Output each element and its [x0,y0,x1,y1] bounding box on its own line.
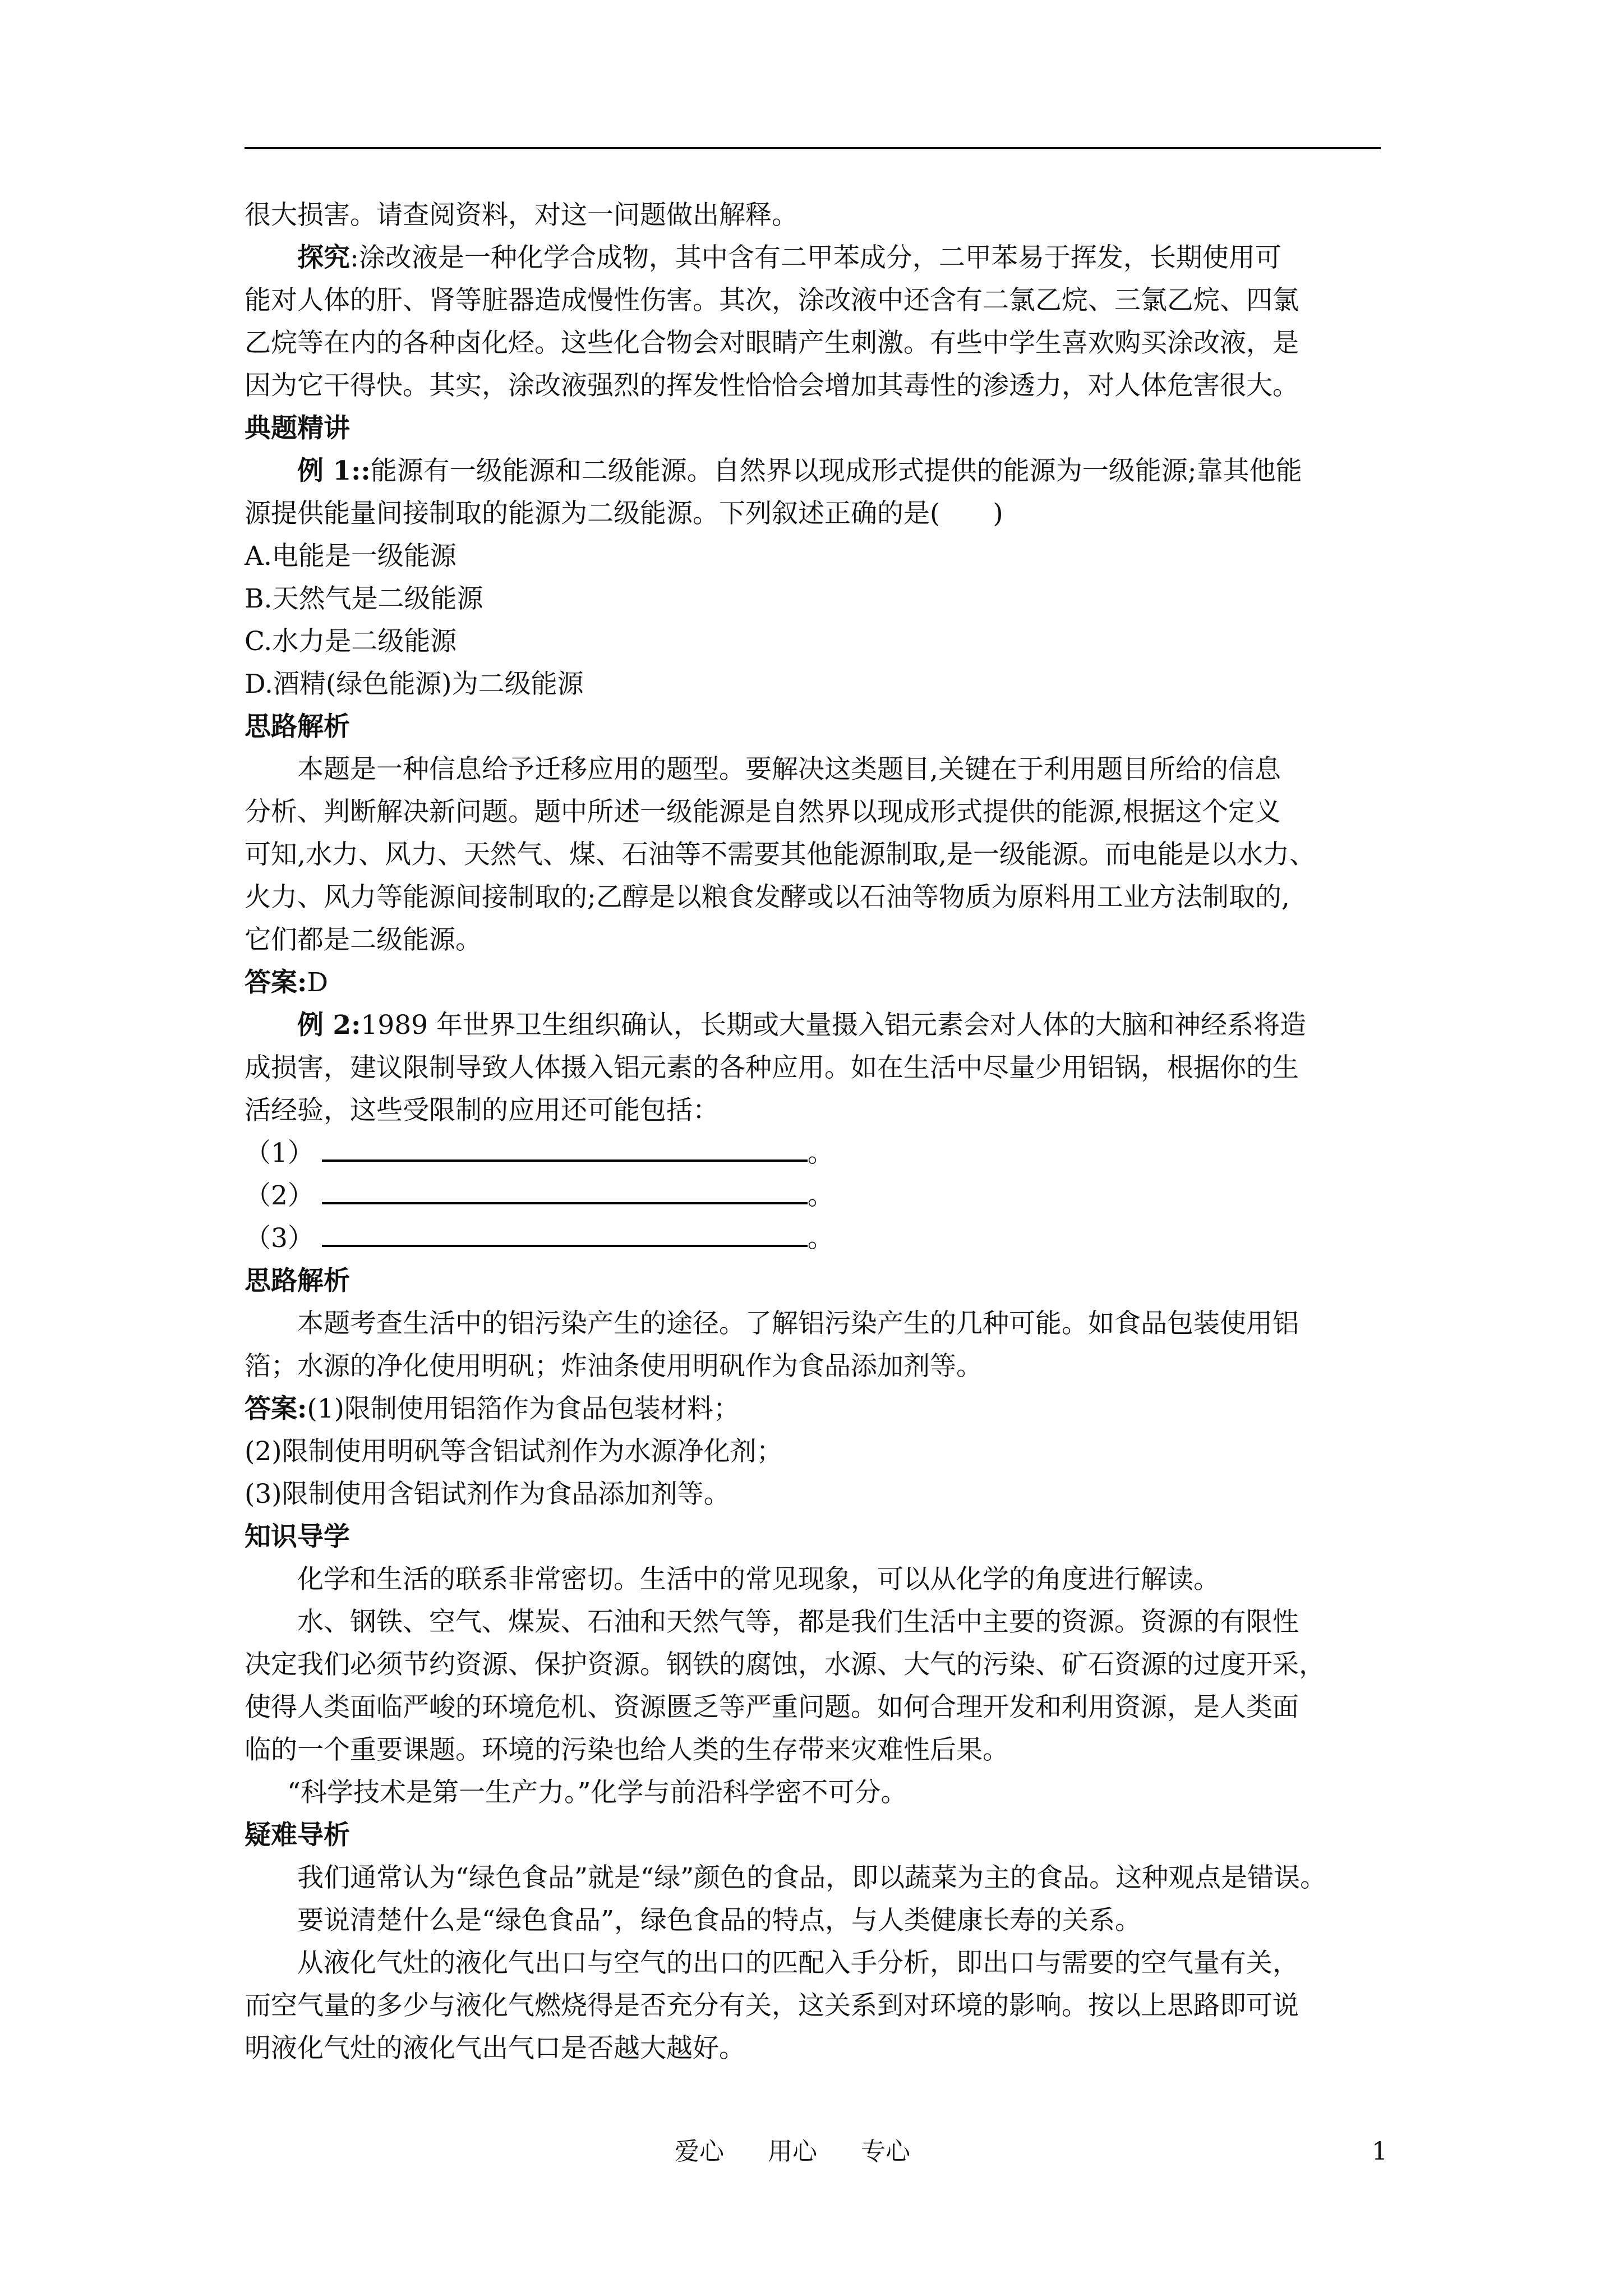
answer-label: 答案: [245,967,307,998]
inquiry-colon: : [350,242,359,273]
answer-line [245,961,1400,1004]
text-line: 成损害，建议限制导致人体摄入铝元素的各种应用。如在生活中尽量少用铝锅，根据你的生 [245,1052,1299,1083]
option-b: B.天然气是二级能源 [245,583,483,614]
blank-number: （3） [245,1223,314,1254]
fill-blank-1 [245,1132,1400,1175]
footer-word: 爱心 [675,2137,724,2166]
text-line: 而空气量的多少与液化气燃烧得是否充分有关，这关系到对环境的影响。按以上思路即可说 [245,1990,1299,2021]
text-span: 1989 年世界卫生组织确认，长期或大量摄入铝元素会对人体的大脑和神经系将造 [361,1010,1306,1041]
inquiry-label: 探究 [297,242,350,273]
answer-line [245,1388,1400,1430]
blank-underline [322,1177,808,1204]
text-line: 箔；水源的净化使用明矾；炸油条使用明矾作为食品添加剂等。 [245,1351,983,1382]
text-line [245,237,1400,279]
text-line [245,450,1400,493]
fill-blank-2 [245,1175,1400,1217]
answer-line: (2)限制使用明矾等含铝试剂作为水源净化剂； [245,1436,783,1467]
text-line: 源提供能量间接制取的能源为二级能源。下列叙述正确的是( ) [245,498,1003,529]
section-heading: 疑难导析 [245,1820,350,1851]
option-c: C.水力是二级能源 [245,626,457,657]
example-label: 例 2: [297,1010,361,1041]
text-line: 决定我们必须节约资源、保护资源。钢铁的腐蚀，水源、大气的污染、矿石资源的过度开采， [245,1649,1325,1680]
blank-end-mark: 。 [807,1180,834,1211]
text-line: 从液化气灶的液化气出口与空气的出口的匹配入手分析，即出口与需要的空气量有关， [297,1948,1299,1978]
blank-underline [322,1220,808,1247]
text-line: 明液化气灶的液化气出气口是否越大越好。 [245,2033,745,2064]
header-rule [245,147,1381,149]
footer-word: 用心 [768,2137,817,2166]
text-line: 使得人类面临严峻的环境危机、资源匮乏等严重问题。如何合理开发和利用资源，是人类面 [245,1692,1299,1723]
text-span: 涂改液是一种化学合成物，其中含有二甲苯成分，二甲苯易于挥发，长期使用可 [358,242,1281,273]
text-line: 临的一个重要课题。环境的污染也给人类的生存带来灾难性后果。 [245,1734,1009,1765]
blank-underline [322,1135,808,1162]
text-line: 化学和生活的联系非常密切。生活中的常见现象，可以从化学的角度进行解读。 [297,1564,1220,1595]
text-line: 本题是一种信息给予迁移应用的题型。要解决这类题目,关键在于利用题目所给的信息 [297,754,1281,785]
text-line: 活经验，这些受限制的应用还可能包括： [245,1095,719,1126]
answer-label: 答案: [245,1393,307,1424]
example-label: 例 1:: [297,455,371,486]
footer-word: 专心 [861,2137,910,2166]
option-a: A.电能是一级能源 [245,541,457,572]
blank-number: （1） [245,1138,314,1168]
answer-value: D [307,967,329,998]
blank-end-mark: 。 [807,1138,834,1168]
text-line: 乙烷等在内的各种卤化烃。这些化合物会对眼睛产生刺激。有些中学生喜欢购买涂改液，是 [245,328,1299,358]
page-number: 1 [1372,2137,1387,2166]
text-line: 水、钢铁、空气、煤炭、石油和天然气等，都是我们生活中主要的资源。资源的有限性 [297,1607,1299,1637]
text-line [245,1004,1400,1047]
section-heading: 典题精讲 [245,413,350,444]
document-body [245,194,1400,2070]
blank-number: （2） [245,1180,314,1211]
fill-blank-3 [245,1217,1400,1260]
answer-line: (3)限制使用含铝试剂作为食品添加剂等。 [245,1479,730,1510]
text-line: 可知,水力、风力、天然气、煤、石油等不需要其他能源制取,是一级能源。而电能是以水力、 [245,839,1316,870]
text-line: 本题考查生活中的铝污染产生的途径。了解铝污染产生的几种可能。如食品包装使用铝 [297,1308,1299,1339]
text-line: 我们通常认为“绿色食品”就是“绿”颜色的食品，即以蔬菜为主的食品。这种观点是错误。 [297,1862,1327,1893]
text-line: 很大损害。请查阅资料，对这一问题做出解释。 [245,200,798,231]
section-heading: 思路解析 [245,711,350,742]
section-heading: 思路解析 [245,1266,350,1296]
text-line: 火力、风力等能源间接制取的;乙醇是以粮食发酵或以石油等物质为原料用工业方法制取的, [245,882,1290,913]
text-line: 它们都是二级能源。 [245,924,482,955]
text-span: 能源有一级能源和二级能源。自然界以现成形式提供的能源为一级能源;靠其他能 [370,455,1302,486]
text-line: “科学技术是第一生产力。”化学与前沿科学密不可分。 [287,1777,907,1808]
blank-end-mark: 。 [807,1223,834,1254]
section-heading: 知识导学 [245,1521,350,1552]
text-line: 因为它干得快。其实，涂改液强烈的挥发性恰恰会增加其毒性的渗透力，对人体危害很大。 [245,370,1299,401]
text-line: 分析、判断解决新问题。题中所述一级能源是自然界以现成形式提供的能源,根据这个定义 [245,797,1281,827]
footer-motto [675,2135,954,2169]
text-line: 能对人体的肝、肾等脏器造成慢性伤害。其次，涂改液中还含有二氯乙烷、三氯乙烷、四氯 [245,285,1299,316]
option-d: D.酒精(绿色能源)为二级能源 [245,669,584,700]
answer-value: (1)限制使用铝箔作为食品包装材料； [307,1393,740,1424]
text-line: 要说清楚什么是“绿色食品”，绿色食品的特点，与人类健康长寿的关系。 [297,1905,1142,1936]
